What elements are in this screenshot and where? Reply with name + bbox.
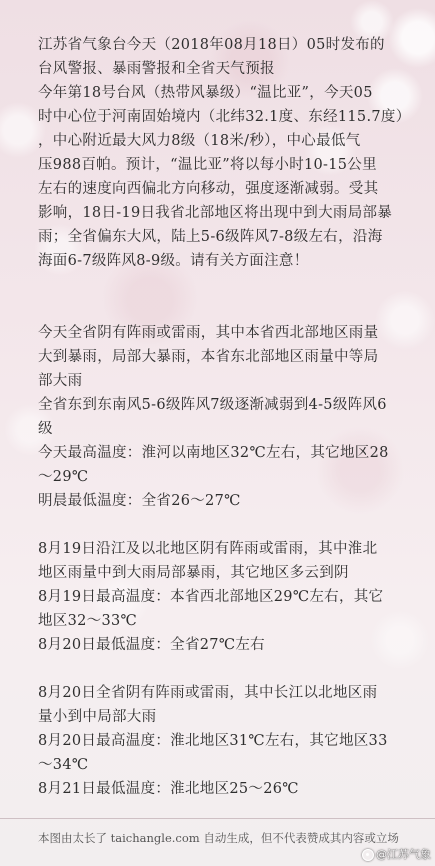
weibo-logo-icon <box>362 849 374 861</box>
text-line: 台风警报、暴雨警报和全省天气预报 <box>38 61 275 77</box>
paragraph-aug19-forecast <box>38 537 433 657</box>
text-line: 今天最高温度：淮河以南地区32℃左右，其它地区28 <box>38 445 389 461</box>
text-line: 级 <box>38 421 53 437</box>
text-line: 明晨最低温度：全省26～27℃ <box>38 493 241 509</box>
text-line: 全省东到东南风5-6级阵风7级逐渐减弱到4-5级阵风6 <box>38 397 387 413</box>
text-line: 8月20日全省阴有阵雨或雷雨，其中长江以北地区雨 <box>38 685 378 701</box>
text-line: 压988百帕。预计，“温比亚”将以每小时10-15公里 <box>38 157 377 173</box>
document-body <box>38 33 433 801</box>
text-line: 海面6-7级阵风8-9级。请有关方面注意！ <box>38 253 309 269</box>
footer-divider <box>0 818 435 819</box>
text-line: 8月20日最高温度：淮北地区31℃左右，其它地区33 <box>38 733 388 749</box>
paragraph-today-forecast <box>38 321 433 513</box>
text-line: ～29℃ <box>38 469 89 485</box>
text-line: 量小到中局部大雨 <box>38 709 157 725</box>
footer-disclaimer: 本图由太长了 taichangle.com 自动生成，但不代表赞成其内容或立场 <box>38 831 399 845</box>
text-line: 今年第18号台风（热带风暴级）“温比亚”，今天05 <box>38 85 373 101</box>
text-line: 左右的速度向西偏北方向移动，强度逐渐减弱。受其 <box>38 181 379 197</box>
text-line: 影响，18日-19日我省北部地区将出现中到大雨局部暴 <box>38 205 393 221</box>
paragraph-typhoon-warning <box>38 33 433 273</box>
text-line: ，中心附近最大风力8级（18米/秒），中心最低气 <box>38 133 361 149</box>
watermark-handle: @江苏气象 <box>376 848 431 861</box>
paragraph-aug20-forecast <box>38 681 433 801</box>
text-line: 8月21日最低温度：淮北地区25～26℃ <box>38 781 299 797</box>
text-line: 部大雨 <box>38 373 83 389</box>
text-line: 地区32～33℃ <box>38 613 138 629</box>
text-line: 8月19日最高温度：本省西北部地区29℃左右，其它 <box>38 589 384 605</box>
text-line: 今天全省阴有阵雨或雷雨，其中本省西北部地区雨量 <box>38 325 379 341</box>
text-line: 8月19日沿江及以北地区阴有阵雨或雷雨，其中淮北 <box>38 541 378 557</box>
weibo-watermark <box>362 847 431 863</box>
text-line: 雨；全省偏东大风，陆上5-6级阵风7-8级左右，沿海 <box>38 229 383 245</box>
text-line: 时中心位于河南固始境内（北纬32.1度、东经115.7度） <box>38 109 411 125</box>
text-line: 江苏省气象台今天（2018年08月18日）05时发布的 <box>38 37 385 53</box>
text-line: 8月20日最低温度：全省27℃左右 <box>38 637 265 653</box>
text-line: 地区雨量中到大雨局部暴雨，其它地区多云到阴 <box>38 565 349 581</box>
text-line: 大到暴雨，局部大暴雨，本省东北部地区雨量中等局 <box>38 349 379 365</box>
text-line: ～34℃ <box>38 757 89 773</box>
